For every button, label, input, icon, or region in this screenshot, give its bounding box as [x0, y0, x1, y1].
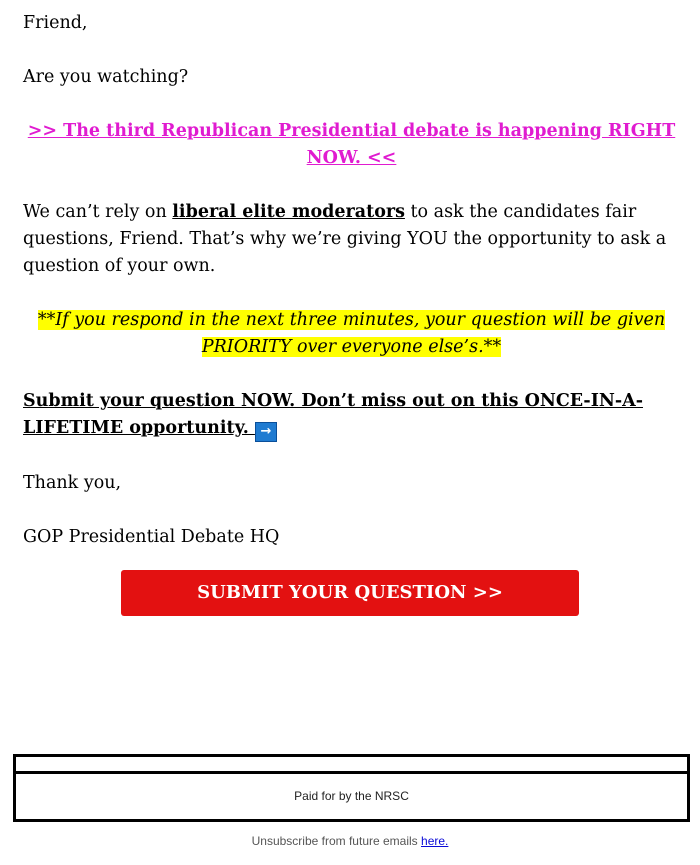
priority-highlight: **If you respond in the next three minutes, your question will be given PRIORITY over everyone else’s.** — [37, 310, 666, 357]
body-text-pre: We can’t rely on — [23, 202, 173, 222]
debate-link[interactable]: >> The third Republican Presidential debate is happening RIGHT NOW. << — [27, 121, 676, 168]
unsubscribe-line — [0, 834, 700, 848]
submit-question-button[interactable]: SUBMIT YOUR QUESTION >> — [121, 570, 579, 616]
body-paragraph — [23, 199, 673, 280]
priority-notice — [23, 307, 680, 361]
paid-for-disclaimer: Paid for by the NRSC — [13, 771, 690, 822]
arrow-right-icon: → — [255, 422, 277, 442]
unsubscribe-text: Unsubscribe from future emails — [251, 834, 422, 848]
greeting: Friend, — [23, 13, 88, 33]
body-text-post: to ask the candidates fair questions, Friend. That’s why we’re giving YOU the opportunity to ask a question of your own. — [23, 202, 667, 276]
opening-question: Are you watching? — [23, 67, 189, 87]
submit-question-link[interactable] — [23, 388, 663, 442]
submit-question-text: Submit your question NOW. Don’t miss out on this ONCE-IN-A-LIFETIME opportunity. — [23, 391, 643, 438]
unsubscribe-link[interactable]: here. — [421, 834, 449, 848]
liberal-elite-link[interactable]: liberal elite moderators — [172, 202, 405, 222]
signature: GOP Presidential Debate HQ — [23, 527, 280, 547]
footer-divider — [13, 754, 690, 771]
sign-off: Thank you, — [23, 473, 122, 493]
